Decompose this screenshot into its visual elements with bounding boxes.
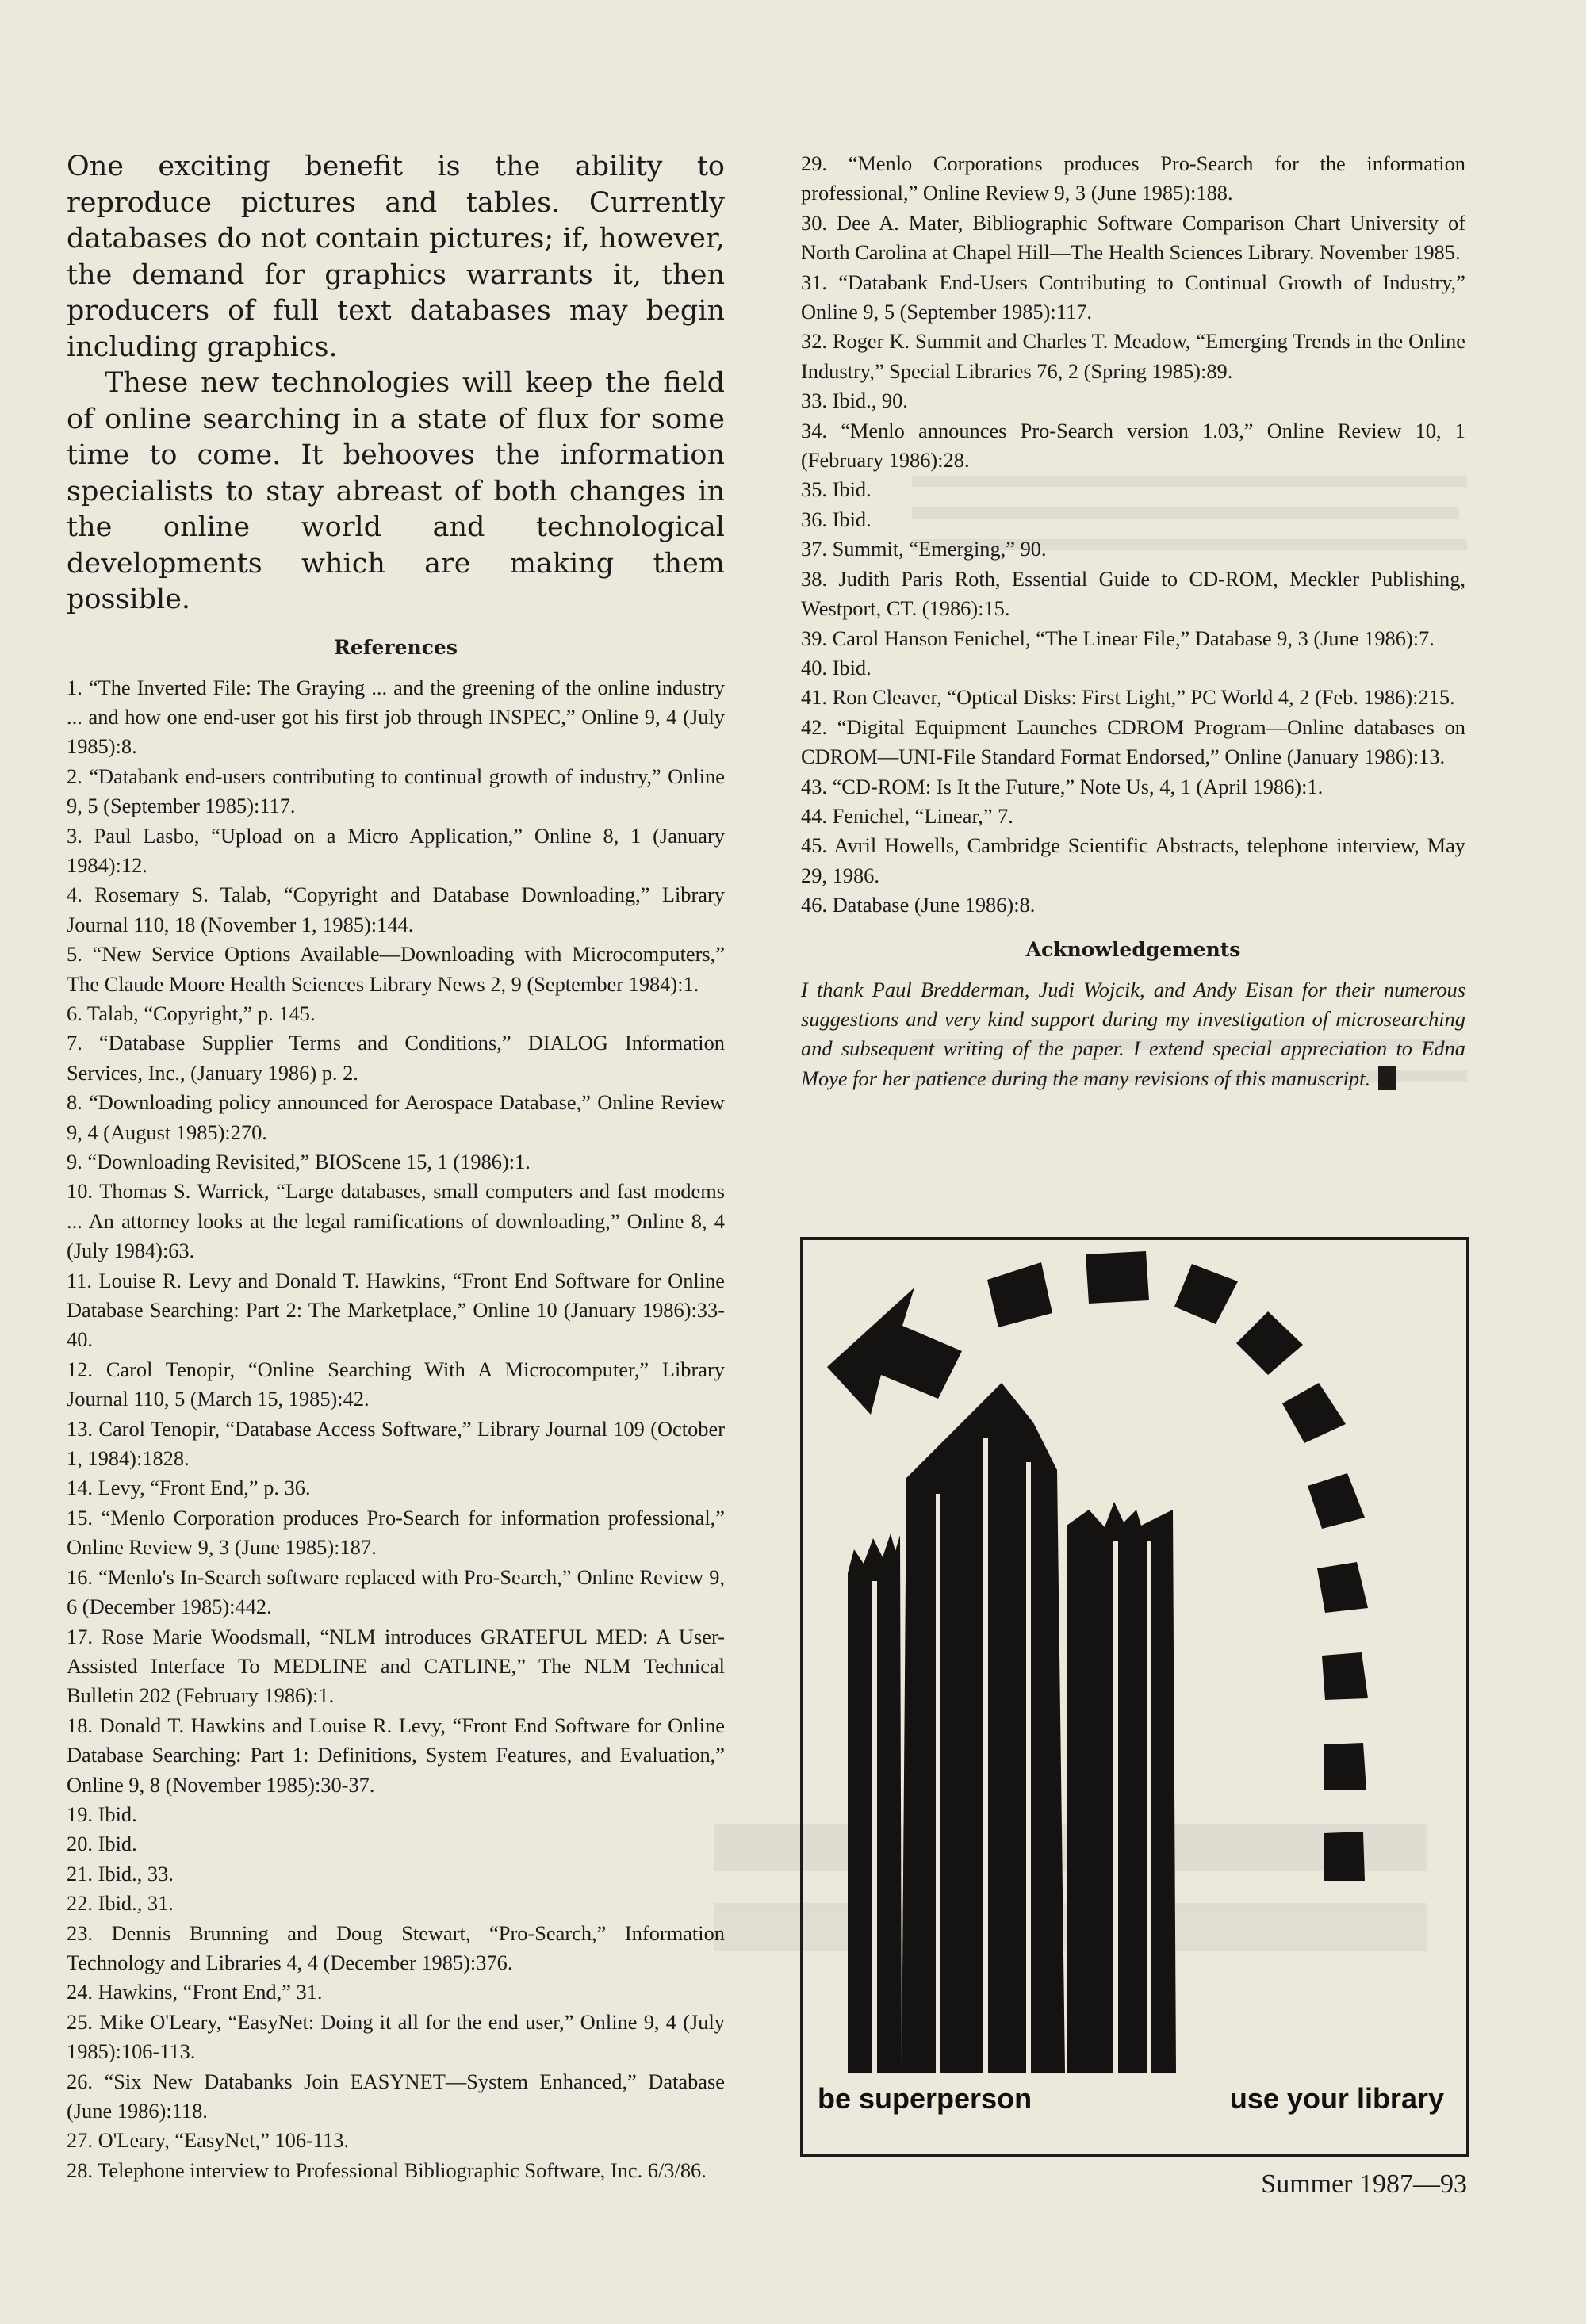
reference-item: 29. “Menlo Corporations produces Pro-Search for the information professional,” Online Review 9, 3 (June 1985):188.	[801, 151, 1465, 205]
reference-item: 35. Ibid.	[801, 477, 872, 502]
reference-item: 44. Fenichel, “Linear,” 7.	[801, 803, 1013, 828]
reference-item: 14. Levy, “Front End,” p. 36.	[67, 1476, 311, 1500]
body-paragraph-flux: These new technologies will keep the field of online searching in a state of flux for some time to come. It behooves the information specialists to stay abreast of both changes in the online world and technological developments which are making them possible.	[67, 367, 725, 615]
reference-item: 31. “Databank End-Users Contributing to Continual Growth of Industry,” Online 9, 5 (September 1985):117.	[801, 270, 1465, 324]
reference-item: 17. Rose Marie Woodsmall, “NLM introduces GRATEFUL MED: A User-Assisted Interface To MEDLINE and CATLINE,” The NLM Technical Bulletin 202 (February 1986):1.	[67, 1624, 725, 1708]
reference-item: 24. Hawkins, “Front End,” 31.	[67, 1980, 323, 2004]
references-heading: References	[334, 635, 458, 659]
dash-mark	[1236, 1311, 1303, 1375]
reference-item: 3. Paul Lasbo, “Upload on a Micro Application,” Online 8, 1 (January 1984):12.	[67, 823, 725, 877]
dash-mark	[1174, 1264, 1238, 1324]
reference-item: 19. Ibid.	[67, 1801, 137, 1826]
reference-item: 5. “New Service Options Available—Downloading with Microcomputers,” The Claude Moore Health Sciences Library News 2, 9 (September 1984):1.	[67, 942, 725, 996]
reference-item: 37. Summit, “Emerging,” 90.	[801, 537, 1047, 561]
reference-item: 46. Database (June 1986):8.	[801, 893, 1036, 917]
dash-mark	[1282, 1383, 1346, 1443]
library-advertisement	[800, 1237, 1469, 2157]
reference-item: 34. “Menlo announces Pro-Search version 1.03,” Online Review 10, 1 (February 1986):28.	[801, 418, 1465, 473]
reference-item: 32. Roger K. Summit and Charles T. Meadow, “Emerging Trends in the Online Industry,” Special Libraries 76, 2 (Spring 1985):89.	[801, 329, 1465, 383]
reference-item: 23. Dennis Brunning and Doug Stewart, “Pro-Search,” Information Technology and Libraries 4, 4 (December 1985):376.	[67, 1920, 725, 1974]
body-paragraph-graphics: One exciting benefit is the ability to reproduce pictures and tables. Currently databases do not contain pictures; if, however, the demand for graphics warrants it, then producers of full text databases may begin including graphics.	[67, 151, 725, 363]
acknowledgements-heading: Acknowledgements	[1025, 937, 1241, 961]
dash-mark	[1086, 1251, 1149, 1304]
reference-item: 16. “Menlo's In-Search software replaced with Pro-Search,” Online Review 9, 6 (December 1985):442.	[67, 1564, 725, 1619]
reference-item: 7. “Database Supplier Terms and Conditions,” DIALOG Information Services, Inc., (January 1986) p. 2.	[67, 1031, 725, 1085]
reference-item: 20. Ibid.	[67, 1832, 137, 1856]
building-right	[1067, 1502, 1176, 2073]
superhero-buildings-illustration	[803, 1240, 1466, 2154]
dash-mark	[1322, 1652, 1368, 1700]
reference-item: 33. Ibid., 90.	[801, 389, 908, 413]
reference-item: 13. Carol Tenopir, “Database Access Software,” Library Journal 109 (October 1, 1984):1828.	[67, 1416, 725, 1471]
reference-item: 12. Carol Tenopir, “Online Searching With A Microcomputer,” Library Journal 110, 5 (March 15, 1985):42.	[67, 1357, 725, 1411]
reference-item: 4. Rosemary S. Talab, “Copyright and Database Downloading,” Library Journal 110, 18 (November 1, 1985):144.	[67, 883, 725, 936]
reference-item: 27. O'Leary, “EasyNet,” 106-113.	[67, 2128, 350, 2153]
acknowledgements-body: I thank Paul Bredderman, Judi Wojcik, and Andy Eisan for their numerous suggestions and very kind support during my investigation of microsearching and subsequent writing of the paper. I extend special appreciation to Edna Moye for her patience during the many revisions of this manuscript.	[801, 977, 1465, 1090]
reference-item: 42. “Digital Equipment Launches CDROM Program—Online databases on CDROM—UNI-File Standard Format Endorsed,” Online (January 1986):13.	[801, 714, 1465, 769]
references-list-left	[67, 673, 725, 2186]
reference-item: 9. “Downloading Revisited,” BIOScene 15, 1 (1986):1.	[67, 1150, 531, 1173]
reference-item: 2. “Databank end-users contributing to continual growth of industry,” Online 9, 5 (September 1985):117.	[67, 764, 725, 818]
reference-item: 40. Ibid.	[801, 655, 872, 680]
reference-item: 10. Thomas S. Warrick, “Large databases, small computers and fast modems ... An attorney looks at the legal ramifications of downloading,” Online 8, 4 (July 1984):63.	[67, 1179, 725, 1263]
reference-item: 43. “CD-ROM: Is It the Future,” Note Us, 4, 1 (April 1986):1.	[801, 774, 1324, 798]
dash-mark	[1324, 1832, 1365, 1881]
page-folio: Summer 1987—93	[1261, 2169, 1467, 2199]
end-mark-icon	[1378, 1066, 1396, 1090]
ad-caption-left: be superperson	[818, 2082, 1032, 2115]
dash-mark	[1324, 1743, 1366, 1790]
references-list-right	[801, 149, 1465, 921]
reference-item: 21. Ibid., 33.	[67, 1861, 174, 1886]
reference-item: 22. Ibid., 31.	[67, 1891, 174, 1916]
reference-item: 36. Ibid.	[801, 507, 872, 531]
reference-item: 38. Judith Paris Roth, Essential Guide to CD-ROM, Meckler Publishing, Westport, CT. (1986):15.	[801, 566, 1465, 621]
reference-item: 1. “The Inverted File: The Graying ... and the greening of the online industry ... and how one end-user got his first job through INSPEC,” Online 9, 4 (July 1985):8.	[67, 675, 725, 759]
right-column	[801, 149, 1465, 1093]
dash-mark	[1317, 1562, 1368, 1613]
reference-item: 39. Carol Hanson Fenichel, “The Linear File,” Database 9, 3 (June 1986):7.	[801, 626, 1435, 650]
left-column	[67, 149, 725, 2185]
acknowledgements-text	[801, 975, 1465, 1094]
reference-item: 26. “Six New Databanks Join EASYNET—System Enhanced,” Database (June 1986):118.	[67, 2069, 725, 2123]
dash-mark	[987, 1262, 1052, 1327]
reference-item: 30. Dee A. Mater, Bibliographic Software Comparison Chart University of North Carolina at Chapel Hill—The Health Sciences Library. November 1985.	[801, 210, 1465, 265]
reference-item: 28. Telephone interview to Professional Bibliographic Software, Inc. 6/3/86.	[67, 2157, 707, 2182]
reference-item: 25. Mike O'Leary, “EasyNet: Doing it all for the end user,” Online 9, 4 (July 1985):106-113.	[67, 2009, 725, 2064]
ad-caption-right: use your library	[1229, 2082, 1444, 2115]
reference-item: 6. Talab, “Copyright,” p. 145.	[67, 1001, 316, 1025]
reference-item: 15. “Menlo Corporation produces Pro-Search for information professional,” Online Review 9, 3 (June 1985):187.	[67, 1505, 725, 1560]
reference-item: 41. Ron Cleaver, “Optical Disks: First Light,” PC World 4, 2 (Feb. 1986):215.	[801, 685, 1455, 710]
reference-item: 8. “Downloading policy announced for Aerospace Database,” Online Review 9, 4 (August 1985):270.	[67, 1090, 725, 1144]
reference-item: 18. Donald T. Hawkins and Louise R. Levy, “Front End Software for Online Database Searching: Part 1: Definitions, System Features, and Evaluation,” Online 9, 8 (November 1985):30-37.	[67, 1713, 725, 1797]
dash-mark	[1308, 1473, 1365, 1529]
arrow-icon	[827, 1288, 962, 1415]
reference-item: 11. Louise R. Levy and Donald T. Hawkins, “Front End Software for Online Database Searching: Part 2: The Marketplace,” Online 10 (January 1986):33-40.	[67, 1268, 725, 1352]
reference-item: 45. Avril Howells, Cambridge Scientific Abstracts, telephone interview, May 29, 1986.	[801, 833, 1465, 887]
